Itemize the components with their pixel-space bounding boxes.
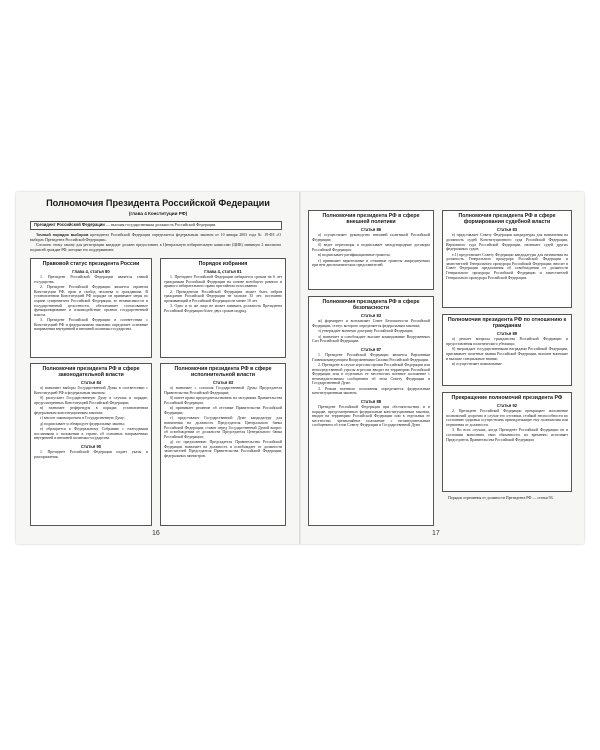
security-p5: 2. Президент в случае агрессии против Российской Федерации или непосредственной угрозы агрессии вводит на территории Российской Федерации или в отдельных ее местностях военное положение с незамедлительным сообщением об этом Совету Федерации и Государственной Думе. (312, 362, 430, 386)
executive-p1: а) назначает с согласия Государственной Думы Председателя Правительства Российской Федерации; (164, 386, 282, 395)
termination-box (442, 392, 572, 492)
executive-p4: г) представляет Государственной Думе кандидатуру для назначения на должность Председателя Центрального банка Российской Федерации; ставит перед Государственной Думой вопрос об освобождении от должности Председателя Центрального банка Российской Федерации; (164, 416, 282, 439)
foreign-policy-box (308, 210, 434, 290)
termination-heading: Прекращение полномочий президента РФ (451, 395, 563, 401)
foreign-policy-article: Статья 86 (360, 227, 382, 233)
legislative-article-2: Статья 90 (80, 443, 102, 449)
foreign-policy-p1: а) осуществляет руководство внешней политикой Российской Федерации; (312, 233, 430, 242)
foreign-policy-p3: в) подписывает ратификационные грамоты; (318, 253, 391, 258)
security-article-3: Статья 88 (360, 398, 382, 404)
security-p7: Президент Российской Федерации при обстоятельствах и в порядке, предусмотренных федеральным конституционным законом, вводит на территории Российской Федерации или в отдельных ее местностях чрезвычайное положение с незамедлительным сообщением об этом Совету Федерации и Государственной Думе. (312, 404, 430, 428)
legislative-p6: е) обращается к Федеральному Собранию с ежегодными посланиями о положении в стране, об основных направлениях внутренней и внешней политики государства. (34, 427, 148, 441)
security-p2: з) утверждает военную доктрину Российской Федерации; (318, 329, 414, 334)
book-spread (16, 192, 584, 544)
right-page (300, 192, 584, 544)
legislative-p4: г) вносит законопроекты в Государственную Думу; (40, 416, 125, 421)
citizens-heading: Полномочия президента РФ по отношению к гражданам (447, 317, 567, 330)
legislative-heading: Полномочия президента РФ в сфере законодательной власти (42, 366, 140, 379)
election-order-box (160, 258, 286, 358)
termination-order-text: Порядок отрешения от должности Президента РФ — статья 93. (448, 496, 554, 500)
page-number-left: 16 (152, 530, 160, 537)
termination-article: Статья 92 (496, 403, 518, 409)
executive-heading: Полномочия президента РФ в сфере исполнительной власти (174, 366, 272, 379)
foreign-policy-p2: б) ведет переговоры и подписывает международные договоры Российской Федерации; (312, 243, 430, 252)
left-page (16, 192, 300, 544)
legislative-p7: 1. Президент Российской Федерации издает указы и распоряжения. (34, 449, 148, 459)
election-order-p3: 3. Одно и то же лицо не может занимать должность Президента Российской Федерации более двух сроков подряд. (164, 304, 282, 313)
legislative-p5: д) подписывает и обнародует федеральные законы; (40, 421, 125, 426)
termination-p2: 3. Во всех случаях, когда Президент Российской Федерации не в состоянии выполнять свои обязанности, их временно исполняет Председатель Правительства Российской Федерации. (446, 428, 568, 442)
termination-order-note (442, 496, 572, 501)
security-article: Статья 83 (360, 313, 382, 319)
election-order-heading: Порядок избрания (198, 261, 248, 267)
security-p1: ж) формирует и возглавляет Совет Безопасности Российской Федерации, статус которого определяется федеральным законом; (312, 319, 430, 328)
citizens-article: Статья 89 (496, 331, 518, 337)
legislative-p1: а) назначает выборы Государственной Думы в соответствии с Конституцией РФ и федеральным законом; (34, 386, 148, 395)
definition-text: — высшая государственная должность Российской Федерации. (104, 222, 217, 227)
elections-text-2: Согласно этому закону для регистрации кандидат должен предоставить в Центральную избирательную комиссию (ЦИК) минимум 2 миллиона подписей граждан РФ, которые его поддерживают. (30, 242, 281, 252)
election-order-p1: 1. Президент Российской Федерации избирается сроком на 6 лет гражданами Российской Федерации на основе всеобщего равного и прямого избирательного права при тайном голосовании. (164, 275, 282, 289)
security-p4: 1. Президент Российской Федерации является Верховным Главнокомандующим Вооруженными Силами Российской Федерации. (312, 352, 430, 362)
legal-status-box (30, 258, 152, 358)
election-order-p2: 2. Президентом Российской Федерации может быть избран гражданин Российской Федерации не моложе 35 лет, постоянно проживающий в Российской Федерации не менее 10 лет. (164, 289, 282, 303)
judicial-p1: е) представляет Совету Федерации кандидатуры для назначения на должность судей Конституционного суда Российской Федерации, Верховного суда Российской Федерации, назначает судей других федеральных судов; (446, 233, 568, 252)
executive-p2: б) имеет право председательствовать на заседаниях Правительства Российской Федерации; (164, 396, 282, 405)
security-p3: л) назначает и освобождает высшее командование Вооруженных Сил Российской Федерации. (312, 334, 430, 344)
legal-status-article: Глава 4, статья 80 (72, 269, 110, 275)
judicial-p2: е.1) представляет Совету Федерации кандидатуры для назначения на должность Генерального прокурора Российской Федерации и заместителей Генерального прокурора Российской Федерации; вносит в Совет Федерации предложения об освобождении от должности Генерального прокурора Российской Федерации и заместителей Генерального прокурора Российской Федерации. (446, 252, 568, 280)
executive-p3: в) принимает решение об отставке Правительства Российской Федерации; (164, 406, 282, 415)
executive-article: Статья 83 (212, 380, 234, 386)
foreign-policy-p4: г) принимает верительные и отзывные грамоты аккредитуемых при нем дипломатических представителей. (312, 258, 430, 268)
elections-text: президента Российской Федерации определяется федеральным законом от 10 января 2003 года № 19-ФЗ «О выборах Президента Российской Федерации». (30, 233, 281, 242)
executive-box (160, 363, 286, 526)
election-order-article: Глава 4, статья 81 (204, 269, 242, 275)
termination-p1: 2. Президент Российской Федерации прекращает исполнение полномочий досрочно в случае его отставки, стойкой неспособности по состоянию здоровья осуществлять принадлежащие ему полномочия или отрешения от должности. (446, 409, 568, 427)
foreign-policy-heading: Полномочия президента РФ в сфере внешней политики (322, 213, 420, 226)
citizens-p1: а) решает вопросы гражданства Российской Федерации и предоставления политического убежища; (446, 337, 568, 346)
citizens-p2: б) награждает государственными наградами Российской Федерации, присваивает почетные звания Российской Федерации, высшие воинские и высшие специальные звания; (446, 347, 568, 361)
security-article-2: Статья 87 (360, 346, 382, 352)
elections-term: Точный порядок выборов (36, 232, 89, 237)
legal-status-heading: Правовой статус президента России (42, 261, 140, 267)
legal-status-p2: 2. Президент Российской Федерации является гарантом Конституции РФ, прав и свобод человека и гражданина. В установленном Конституцией РФ порядке он принимает меры по охране суверенитета Российской Федерации, ее независимости и государственной целостности, обеспечивает согласованное функционирование и взаимодействие органов государственной власти. (34, 285, 148, 317)
judicial-box (442, 210, 572, 308)
citizens-p3: в) осуществляет помилование. (452, 361, 503, 366)
definition-term: Президент Российской Федерации (34, 222, 105, 227)
judicial-heading: Полномочия президента РФ в сфере формирования судебной власти (458, 213, 556, 226)
elections-note (30, 233, 284, 253)
legislative-p2: б) распускает Государственную Думу в случаях и порядке, предусмотренных Конституцией Российской Федерации; (34, 396, 148, 405)
judicial-article: Статья 83 (496, 227, 518, 233)
legislative-box (30, 363, 152, 526)
page-number-right: 17 (432, 530, 440, 537)
citizens-box (442, 314, 572, 386)
page-title: Полномочия Президента Российской Федерации (46, 198, 270, 208)
security-heading: Полномочия президента РФ в сфере безопасности (322, 299, 420, 312)
legislative-p3: в) назначает референдум в порядке, установленном федеральным конституционным законом; (34, 406, 148, 415)
executive-p5: д) по предложению Председателя Правительства Российской Федерации назначает на должность и освобождает от должности заместителей Председателя Правительства Российской Федерации, федеральных министров. (164, 440, 282, 458)
legislative-article: Статья 84 (80, 380, 102, 386)
security-box (308, 296, 434, 526)
definition-box (30, 221, 282, 230)
page-subtitle: (глава 4 Конституции РФ) (128, 211, 188, 216)
legal-status-p1: 1. Президент Российской Федерации является главой государства. (34, 275, 148, 284)
security-p6: 3. Режим военного положения определяется федеральным конституционным законом. (312, 386, 430, 396)
legal-status-p3: 3. Президент Российской Федерации в соответствии с Конституцией РФ и федеральными законами определяет основные направления внутренней и внешней политики государства. (34, 318, 148, 332)
